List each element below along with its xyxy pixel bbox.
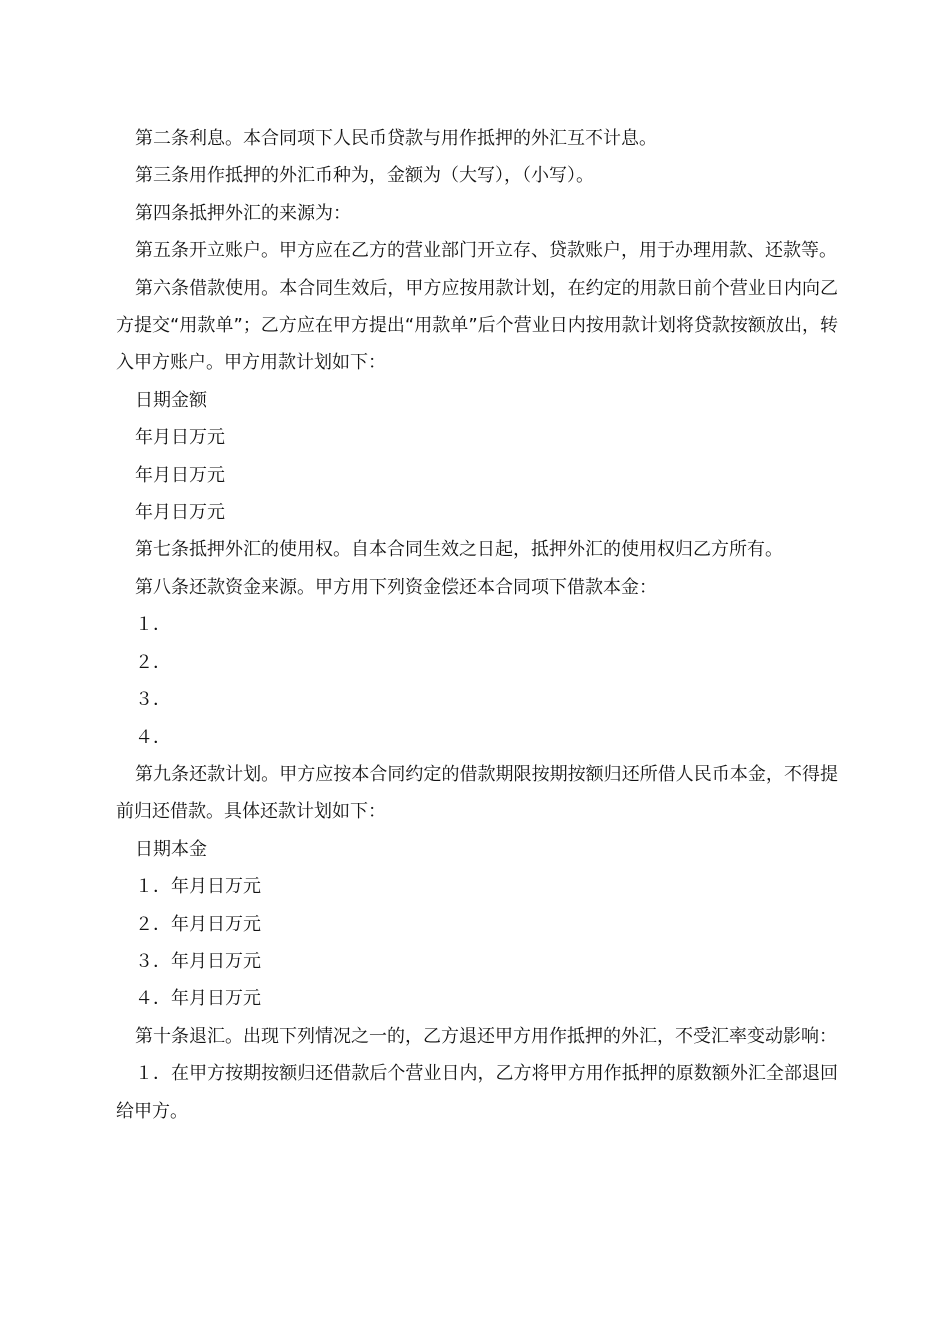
clause-7-usage-right: 第七条抵押外汇的使用权。自本合同生效之日起，抵押外汇的使用权归乙方所有。 bbox=[135, 539, 783, 561]
repayment-plan-row: ４．年月日万元 bbox=[135, 988, 261, 1010]
repayment-plan-row: ２．年月日万元 bbox=[135, 913, 261, 935]
usage-plan-row: 年月日万元 bbox=[135, 464, 225, 486]
document-body bbox=[116, 120, 838, 1130]
clause-6-loan-use: 第六条借款使用。本合同生效后，甲方应按用款计划，在约定的用款日前个营业日内向乙方提交“用款单”；乙方应在甲方提出“用款单”后个营业日内按用款计划将贷款按额放出，转入甲方账户。甲方用款计划如下： bbox=[116, 277, 838, 374]
clause-2-interest: 第二条利息。本合同项下人民币贷款与用作抵押的外汇互不计息。 bbox=[135, 128, 657, 149]
clause-10-refund: 第十条退汇。出现下列情况之一的，乙方退还甲方用作抵押的外汇，不受汇率变动影响： bbox=[135, 1025, 837, 1047]
repayment-source-item: ３． bbox=[135, 689, 171, 711]
clause-4-source: 第四条抵押外汇的来源为： bbox=[135, 202, 351, 224]
clause-9-repayment-plan: 第九条还款计划。甲方应按本合同约定的借款期限按期按额归还所借人民币本金，不得提前归还借款。具体还款计划如下： bbox=[116, 763, 838, 823]
refund-item-1: １．在甲方按期按额归还借款后个营业日内，乙方将甲方用作抵押的原数额外汇全部退回给甲方。 bbox=[116, 1063, 838, 1122]
repayment-source-item: １． bbox=[135, 614, 171, 636]
clause-3-currency: 第三条用作抵押的外汇币种为，金额为（大写），（小写）。 bbox=[135, 165, 594, 187]
usage-plan-row: 年月日万元 bbox=[135, 502, 225, 524]
clause-8-repayment-source: 第八条还款资金来源。甲方用下列资金偿还本合同项下借款本金： bbox=[135, 576, 657, 598]
repayment-plan-row: １．年月日万元 bbox=[135, 876, 261, 898]
repayment-plan-row: ３．年月日万元 bbox=[135, 950, 261, 972]
repayment-source-item: ４． bbox=[135, 726, 171, 748]
clause-5-account: 第五条开立账户。甲方应在乙方的营业部门开立存、贷款账户，用于办理用款、还款等。 bbox=[135, 240, 837, 262]
usage-plan-header: 日期金额 bbox=[135, 389, 207, 411]
repayment-plan-header: 日期本金 bbox=[135, 838, 207, 860]
repayment-source-item: ２． bbox=[135, 651, 171, 673]
usage-plan-row: 年月日万元 bbox=[135, 427, 225, 449]
